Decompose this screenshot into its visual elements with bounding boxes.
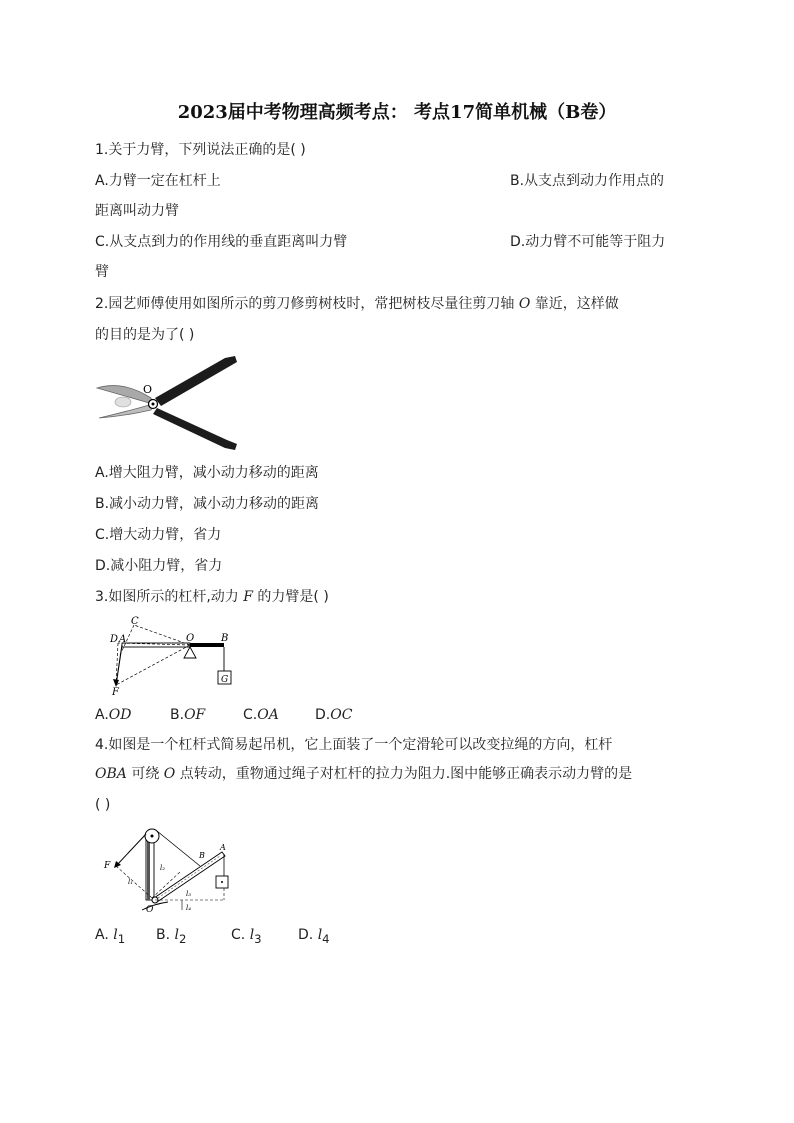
q2-option-b: B.减小动力臂，减小动力移动的距离 <box>95 496 320 512</box>
svg-text:l₄: l₄ <box>186 904 192 912</box>
svg-text:F: F <box>104 861 111 871</box>
svg-text:l₂: l₂ <box>160 864 166 872</box>
q2-stem-line2: 的目的是为了( ) <box>95 327 195 343</box>
svg-text:A: A <box>220 843 226 852</box>
q3-option-d: D.OC <box>315 707 353 723</box>
q2-option-a: A.增大阻力臂，减小动力移动的距离 <box>95 465 319 481</box>
svg-text:O: O <box>186 633 195 644</box>
q4-option-d: D. $l_4$ <box>298 927 330 946</box>
q3-option-b: B.OF <box>170 707 206 723</box>
q1-option-b-continued: 距离叫动力臂 <box>95 203 179 219</box>
scissors-label-o: O <box>143 383 153 396</box>
q4-option-a: A. $l_1$ <box>95 927 126 946</box>
svg-text:B: B <box>221 633 229 644</box>
svg-text:O: O <box>146 905 154 914</box>
svg-text:C: C <box>131 616 139 627</box>
svg-text:G: G <box>221 675 229 685</box>
crane-figure <box>102 826 237 914</box>
q4-stem-line3: ( ) <box>95 797 111 813</box>
q2-option-c: C.增大动力臂，省力 <box>95 527 222 543</box>
svg-text:B: B <box>199 851 205 860</box>
q4-stem-line2: OBA 可绕 O 点转动，重物通过绳子对杠杆的拉力为阻力.图中能够正确表示动力臂的是 <box>95 766 633 782</box>
q2-stem-line1: 2.园艺师傅使用如图所示的剪刀修剪树枝时，常把树枝尽量往剪刀轴 O 靠近，这样做 <box>95 296 619 312</box>
svg-text:l₁: l₁ <box>128 878 134 886</box>
q3-option-c: C.OA <box>243 707 279 723</box>
q1-option-a: A.力臂一定在杠杆上 <box>95 173 221 189</box>
q3-option-a: A.OD <box>95 707 132 723</box>
q2-option-d: D.减小阻力臂，省力 <box>95 558 223 574</box>
q4-stem-line1: 4.如图是一个杠杆式简易起吊机，它上面装了一个定滑轮可以改变拉绳的方向，杠杆 <box>95 737 613 753</box>
svg-text:A: A <box>119 634 127 645</box>
q3-stem: 3.如图所示的杠杆,动力 F 的力臂是( ) <box>95 589 329 605</box>
q1-option-d-continued: 臂 <box>95 264 109 280</box>
q1-option-c: C.从支点到力的作用线的垂直距离叫力臂 <box>95 234 348 250</box>
q4-option-c: C. $l_3$ <box>231 927 262 946</box>
q4-option-b: B. $l_2$ <box>156 927 187 946</box>
svg-text:F: F <box>112 687 119 697</box>
q1-option-d: D.动力臂不可能等于阻力 <box>510 234 666 250</box>
lever-figure <box>108 615 243 697</box>
page-title: 2023届中考物理高频考点： 考点17简单机械（B卷） <box>177 102 617 123</box>
svg-text:l₃: l₃ <box>186 890 192 898</box>
q1-stem: 1.关于力臂，下列说法正确的是( ) <box>95 142 306 158</box>
svg-text:D: D <box>110 634 119 645</box>
scissors-figure <box>95 352 240 452</box>
q1-option-b: B.从支点到动力作用点的 <box>510 173 665 189</box>
